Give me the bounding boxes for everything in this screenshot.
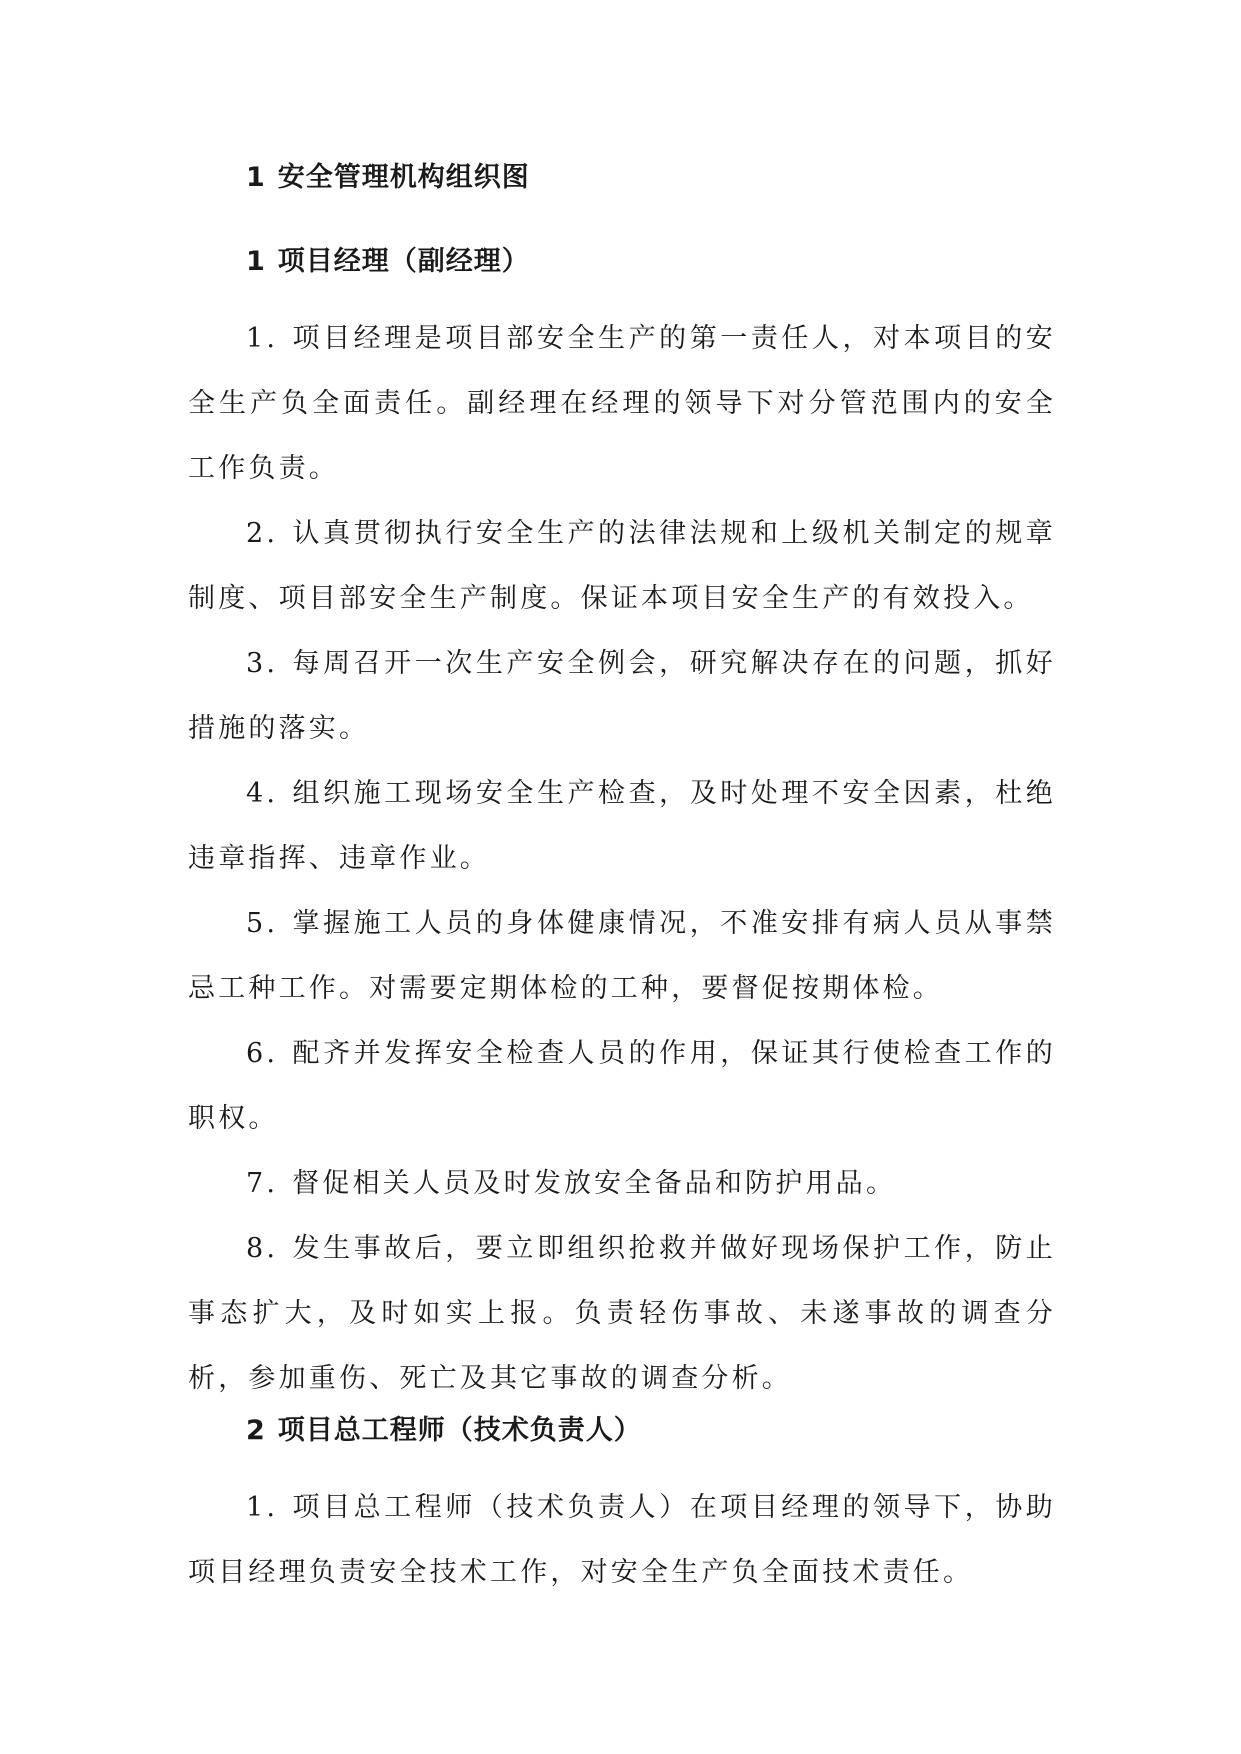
item-text: 配齐并发挥安全检查人员的作用，保证其行使检查工作的职权。 <box>188 1038 1056 1134</box>
item-number: 8. <box>246 1233 279 1264</box>
paragraph-item <box>188 1021 1056 1151</box>
item-number: 3. <box>246 648 279 679</box>
paragraph-item <box>188 1216 1056 1411</box>
section-heading-project-manager <box>188 242 1056 282</box>
item-text: 认真贯彻执行安全生产的法律法规和上级机关制定的规章制度、项目部安全生产制度。保证本项目安全生产的有效投入。 <box>188 518 1056 614</box>
item-number: 6. <box>246 1038 279 1069</box>
item-text: 项目总工程师（技术负责人）在项目经理的领导下，协助项目经理负责安全技术工作，对安全生产负全面技术责任。 <box>188 1492 1056 1588</box>
item-text: 督促相关人员及时发放安全备品和防护用品。 <box>292 1168 897 1199</box>
section-number: 1 <box>246 246 266 277</box>
item-number: 2. <box>246 518 279 549</box>
section-heading-chief-engineer <box>188 1411 1056 1451</box>
item-text: 掌握施工人员的身体健康情况，不准安排有病人员从事禁忌工种工作。对需要定期体检的工种，要督促按期体检。 <box>188 908 1056 1004</box>
item-number: 5. <box>246 908 279 939</box>
paragraph-item <box>188 891 1056 1021</box>
item-text: 项目经理是项目部安全生产的第一责任人，对本项目的安全生产负全面责任。副经理在经理的领导下对分管范围内的安全工作负责。 <box>188 323 1056 484</box>
item-number: 1. <box>246 1492 279 1523</box>
document-title <box>188 158 1056 198</box>
section-heading-text: 项目经理（副经理） <box>277 246 530 277</box>
item-text: 发生事故后，要立即组织抢救并做好现场保护工作，防止事态扩大，及时如实上报。负责轻伤事故、未遂事故的调查分析，参加重伤、死亡及其它事故的调查分析。 <box>188 1233 1056 1394</box>
paragraph-item <box>188 501 1056 631</box>
title-text: 安全管理机构组织图 <box>277 162 530 193</box>
paragraph-item <box>188 306 1056 501</box>
paragraph-item <box>188 631 1056 761</box>
paragraph-item <box>188 761 1056 891</box>
item-number: 4. <box>246 778 279 809</box>
section-number: 2 <box>246 1415 266 1446</box>
item-number: 1. <box>246 323 279 354</box>
item-number: 7. <box>246 1168 279 1199</box>
item-text: 每周召开一次生产安全例会，研究解决存在的问题，抓好措施的落实。 <box>188 648 1056 744</box>
paragraph-item <box>188 1151 1056 1216</box>
paragraph-item <box>188 1475 1056 1605</box>
section-heading-text: 项目总工程师（技术负责人） <box>277 1415 642 1446</box>
item-text: 组织施工现场安全生产检查，及时处理不安全因素，杜绝违章指挥、违章作业。 <box>188 778 1056 874</box>
title-number: 1 <box>246 162 266 193</box>
document-content <box>188 158 1056 1605</box>
